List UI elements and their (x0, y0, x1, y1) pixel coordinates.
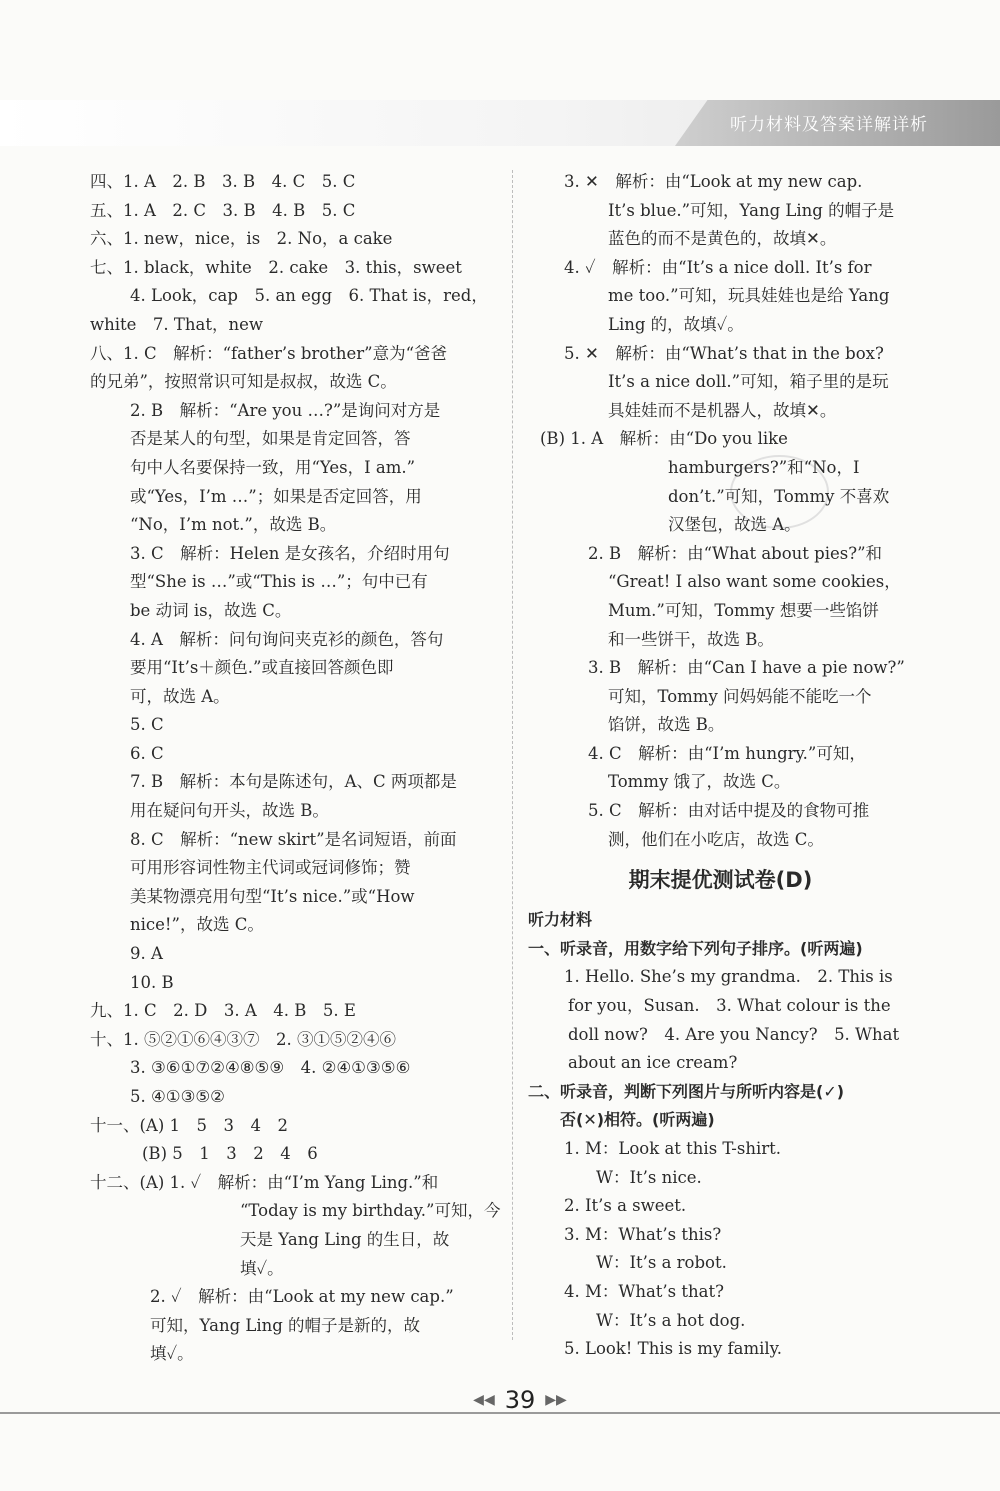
section-subtitle: 听力材料 (528, 910, 593, 930)
page-number-block (440, 1380, 600, 1420)
answer-line: 可知，Yang Ling 的帽子是新的，故 (150, 1315, 421, 1335)
section-title: 期末提优测试卷(D) (628, 868, 813, 893)
answer-line: 8. C 解析：“new skirt”是名词短语，前面 (130, 829, 457, 849)
answer-line: 否是某人的句型，如果是肯定回答，答 (130, 429, 411, 449)
listening-line: 3. M：What’s this? (564, 1224, 722, 1244)
answer-line: 4. Look，cap 5. an egg 6. That is，red， (130, 286, 488, 306)
answer-line: 2. B 解析：“Are you …?”是询问对方是 (130, 400, 441, 420)
answer-line: “Today is my birthday.”可知，今 (240, 1201, 501, 1221)
answer-line: 5. ④①③⑤② (130, 1087, 225, 1106)
answer-line: 七、1. black，white 2. cake 3. this，sweet (90, 257, 462, 277)
prev-arrows-icon: ◀◀ (473, 1392, 495, 1408)
answer-line: 六、1. new，nice，is 2. No，a cake (90, 229, 393, 249)
answer-line: 美某物漂亮用句型“It’s nice.”或“How (130, 886, 415, 906)
answer-line: 5. C (130, 715, 164, 735)
answer-line: hamburgers?”和“No，I (668, 457, 860, 477)
answer-line: 4. A 解析：问句询问夹克衫的颜色，答句 (130, 629, 444, 649)
answer-line: white 7. That，new (90, 314, 264, 334)
answer-line: It’s blue.”可知，Yang Ling 的帽子是 (608, 200, 895, 220)
answer-line: 八、1. C 解析：“father’s brother”意为“爸爸 (90, 343, 448, 363)
answer-line: 可，故选 A。 (130, 686, 230, 706)
listening-line: W：It’s nice. (596, 1167, 702, 1187)
answer-line: 7. B 解析：本句是陈述句，A、C 两项都是 (130, 772, 457, 792)
answer-line: 或“Yes，I’m …”；如果是否定回答，用 (130, 486, 422, 506)
question-heading: 一、听录音，用数字给下列句子排序。(听两遍) (528, 938, 863, 958)
answer-line: 2. ✓ 解析：由“Look at my new cap.” (150, 1287, 454, 1307)
answer-line: 4. C 解析：由“I’m hungry.”可知， (588, 743, 866, 763)
page-number: 39 (504, 1386, 536, 1414)
answer-line: 十二、(A) 1. ✓ 解析：由“I’m Yang Ling.”和 (90, 1172, 439, 1192)
answer-line: “No，I’m not.”，故选 B。 (130, 515, 337, 535)
question-heading: 二、听录音，判断下列图片与所听内容是(✓) (528, 1081, 845, 1101)
answer-line: me too.”可知，玩具娃娃也是给 Yang (608, 286, 890, 306)
right-column (528, 168, 933, 1364)
answer-line: 3. ③⑥①⑦②④⑧⑤⑨ 4. ②④①③⑤⑥ (130, 1058, 411, 1078)
answer-line: 蓝色的而不是黄色的，故填✕。 (608, 229, 837, 249)
answer-line: 测，他们在小吃店，故选 C。 (608, 829, 824, 849)
column-divider (512, 170, 513, 1340)
answer-line: 和一些饼干，故选 B。 (608, 629, 774, 649)
answer-line: 3. ✕ 解析：由“Look at my new cap. (564, 172, 863, 191)
answer-line: 4. ✓ 解析：由“It’s a nice doll. It’s for (564, 257, 872, 277)
answer-line: Tommy 饿了，故选 C。 (608, 772, 791, 792)
listening-line: 4. M：What’s that? (564, 1281, 724, 1301)
answer-line: 十、1. ⑤②①⑥④③⑦ 2. ③①⑤②④⑥ (90, 1029, 396, 1049)
answer-line: 馅饼，故选 B。 (608, 715, 725, 735)
left-column (90, 168, 501, 1369)
answer-line: 可知，Tommy 问妈妈能不能吃一个 (608, 686, 872, 706)
answer-line: 填✓。 (240, 1258, 284, 1278)
listening-line: for you，Susan. 3. What colour is the (568, 996, 891, 1016)
listening-line: 1. M：Look at this T-shirt. (564, 1139, 781, 1158)
answer-line: 10. B (130, 972, 174, 992)
listening-line: doll now? 4. Are you Nancy? 5. What (568, 1024, 900, 1044)
answer-line: 四、1. A 2. B 3. B 4. C 5. C (90, 172, 356, 191)
listening-line: 1. Hello. She’s my grandma. 2. This is (564, 967, 893, 987)
answer-line: 十一、(A) 1 5 3 4 2 (90, 1115, 289, 1135)
answer-line: “Great! I also want some cookies， (608, 572, 901, 592)
answer-line: 可用形容词性物主代词或冠词修饰；赞 (130, 858, 411, 878)
answer-line: 天是 Yang Ling 的生日，故 (240, 1229, 450, 1249)
answer-line: 的兄弟”，按照常识可知是叔叔，故选 C。 (90, 372, 397, 392)
answer-line: 型“She is …”或“This is …”；句中已有 (130, 572, 428, 592)
next-arrows-icon: ▶▶ (545, 1392, 567, 1408)
answer-line: It’s a nice doll.”可知，箱子里的是玩 (608, 372, 889, 392)
answer-line: (B) 1. A 解析：由“Do you like (540, 429, 788, 449)
listening-line: 5. Look! This is my family. (564, 1339, 783, 1359)
answer-line: 具娃娃而不是机器人，故填✕。 (608, 400, 837, 420)
listening-line: W：It’s a robot. (596, 1253, 727, 1273)
question-heading: 否(✕)相符。(听两遍) (560, 1110, 715, 1130)
listening-line: W：It’s a hot dog. (596, 1310, 746, 1330)
answer-line: 句中人名要保持一致，用“Yes，I am.” (130, 457, 416, 477)
listening-line: 2. It’s a sweet. (564, 1196, 687, 1216)
answer-line: 6. C (130, 743, 164, 763)
answer-line: nice!”，故选 C。 (130, 915, 264, 935)
answer-line: Mum.”可知，Tommy 想要一些馅饼 (608, 600, 879, 620)
answer-line: 5. C 解析：由对话中提及的食物可推 (588, 801, 870, 821)
answer-line: don’t.”可知，Tommy 不喜欢 (668, 486, 890, 506)
answer-line: 五、1. A 2. C 3. B 4. B 5. C (90, 200, 356, 220)
answer-line: 3. C 解析：Helen 是女孩名，介绍时用句 (130, 543, 450, 563)
answer-line: 用在疑问句开头，故选 B。 (130, 801, 329, 821)
answer-line: 3. B 解析：由“Can I have a pie now?” (588, 658, 905, 678)
header-title: 听力材料及答案详解详析 (730, 115, 928, 135)
answer-line: 2. B 解析：由“What about pies?”和 (588, 543, 883, 563)
answer-line: 9. A (130, 944, 163, 964)
answer-line: 汉堡包，故选 A。 (668, 515, 801, 535)
answer-line: be 动词 is，故选 C。 (130, 600, 292, 620)
answer-line: Ling 的，故填✓。 (608, 314, 744, 334)
answer-line: 九、1. C 2. D 3. A 4. B 5. E (90, 1001, 356, 1021)
answer-line: (B) 5 1 3 2 4 6 (142, 1144, 318, 1164)
answer-line: 5. ✕ 解析：由“What’s that in the box? (564, 343, 884, 363)
answer-line: 填✓。 (150, 1344, 194, 1364)
answer-line: 要用“It’s＋颜色.”或直接回答颜色即 (130, 658, 394, 678)
listening-line: about an ice cream? (568, 1053, 738, 1073)
